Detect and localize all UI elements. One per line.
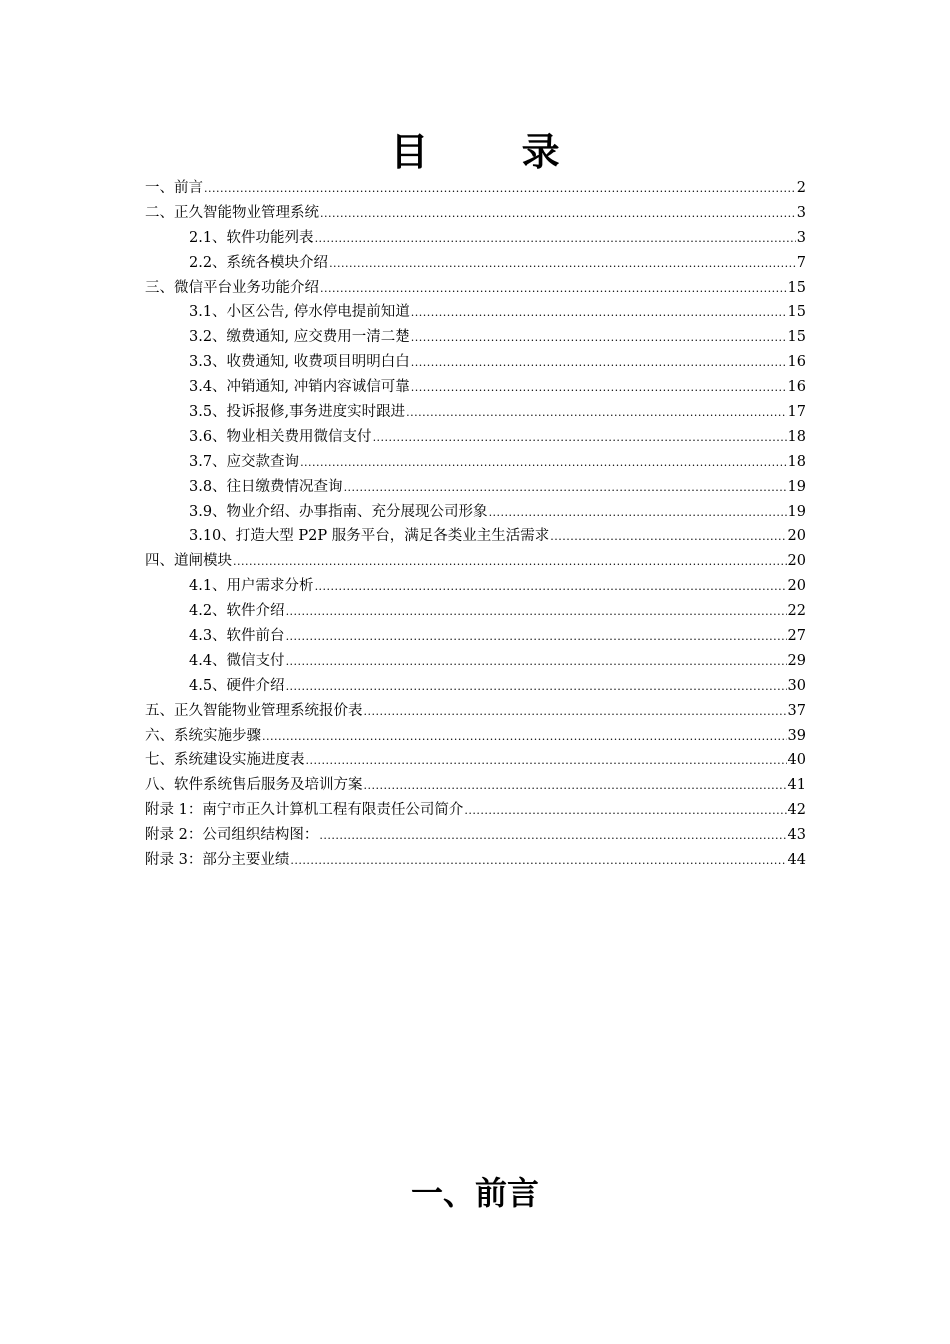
toc-entry[interactable] [145, 724, 806, 749]
toc-entry[interactable] [145, 500, 806, 525]
toc-dot-leader [344, 476, 787, 500]
toc-entry-text: 八、软件系统售后服务及培训方案 [145, 777, 363, 794]
toc-entry-text: 4.3、软件前台 [189, 628, 285, 645]
toc-entry-text: 五、正久智能物业管理系统报价表 [145, 702, 363, 719]
toc-dot-leader [320, 202, 796, 226]
toc-page-number: 29 [787, 652, 806, 669]
toc-dot-leader [306, 749, 787, 773]
toc-page-number: 43 [787, 827, 806, 844]
toc-entry-text: 七、系统建设实施进度表 [145, 752, 305, 769]
toc-page-number: 15 [787, 279, 806, 296]
toc-dot-leader [464, 799, 786, 823]
toc-dot-leader [364, 774, 787, 798]
toc-entry-text: 3.7、应交款查询 [189, 453, 300, 470]
toc-page-number: 7 [796, 254, 806, 271]
toc-entry-text: 3.3、收费通知, 收费项目明明白白 [189, 354, 410, 371]
toc-page-number: 41 [787, 777, 806, 794]
toc-entry-text: 3.2、缴费通知, 应交费用一清二楚 [189, 329, 410, 346]
toc-dot-leader [319, 824, 786, 848]
toc-dot-leader [290, 849, 786, 873]
toc-page-number: 19 [787, 503, 806, 520]
toc-entry-text: 3.1、小区公告, 停水停电提前知道 [189, 304, 410, 321]
toc-page-number: 42 [787, 802, 806, 819]
toc-page-number: 20 [787, 578, 806, 595]
section-heading: 一、前言 [410, 1174, 539, 1212]
toc-entry-text: 4.5、硬件介绍 [189, 677, 285, 694]
toc-dot-leader [406, 401, 786, 425]
toc-dot-leader [411, 326, 787, 350]
toc-page-number: 18 [787, 453, 806, 470]
toc-entry[interactable] [145, 524, 806, 549]
toc-dot-leader [320, 277, 787, 301]
toc-entry[interactable] [145, 325, 806, 350]
toc-entry-text: 3.4、冲销通知, 冲销内容诚信可靠 [189, 379, 410, 396]
toc-entry-text: 3.5、投诉报修,事务进度实时跟进 [189, 404, 406, 421]
toc-page-number: 20 [787, 528, 806, 545]
toc-entry[interactable] [145, 649, 806, 674]
toc-entry-text: 4.4、微信支付 [189, 652, 285, 669]
toc-dot-leader [550, 525, 786, 549]
toc-page-number: 18 [787, 428, 806, 445]
toc-dot-leader [411, 376, 787, 400]
toc-entry-text: 2.1、软件功能列表 [189, 229, 314, 246]
toc-entry-text: 3.6、物业相关费用微信支付 [189, 428, 372, 445]
toc-entry[interactable] [145, 251, 806, 276]
toc-entry[interactable] [145, 400, 806, 425]
toc-dot-leader [233, 550, 787, 574]
toc-page-number: 20 [787, 553, 806, 570]
toc-entry[interactable] [145, 674, 806, 699]
toc-dot-leader [286, 675, 787, 699]
toc-page-number: 16 [787, 354, 806, 371]
toc-entry-text: 四、道闸模块 [145, 553, 232, 570]
toc-entry[interactable] [145, 549, 806, 574]
toc-entry[interactable] [145, 699, 806, 724]
toc-dot-leader [489, 501, 787, 525]
toc-page-number: 17 [787, 404, 806, 421]
toc-entry-text: 3.9、物业介绍、办事指南、充分展现公司形象 [189, 503, 488, 520]
toc-entry[interactable] [145, 748, 806, 773]
toc-dot-leader [262, 725, 787, 749]
toc-entry[interactable] [145, 300, 806, 325]
toc-entry-text: 二、正久智能物业管理系统 [145, 204, 319, 221]
toc-entry[interactable] [145, 848, 806, 873]
toc-entry[interactable] [145, 176, 806, 201]
toc-entry[interactable] [145, 226, 806, 251]
toc-page-number: 30 [787, 677, 806, 694]
toc-page-number: 15 [787, 304, 806, 321]
toc-entry-text: 附录 3：部分主要业绩 [145, 852, 290, 869]
toc-dot-leader [300, 451, 786, 475]
toc-page-number: 16 [787, 379, 806, 396]
toc-page-number: 19 [787, 478, 806, 495]
table-of-contents [145, 176, 806, 873]
toc-entry[interactable] [145, 798, 806, 823]
toc-page-number: 27 [787, 628, 806, 645]
toc-entry[interactable] [145, 350, 806, 375]
toc-entry-text: 三、微信平台业务功能介绍 [145, 279, 319, 296]
toc-entry[interactable] [145, 773, 806, 798]
toc-entry[interactable] [145, 574, 806, 599]
toc-entry-text: 附录 1：南宁市正久计算机工程有限责任公司简介 [145, 802, 464, 819]
toc-dot-leader [411, 301, 787, 325]
toc-entry-text: 附录 2：公司组织结构图： [145, 827, 319, 844]
toc-dot-leader [286, 650, 787, 674]
toc-dot-leader [315, 227, 796, 251]
toc-entry[interactable] [145, 823, 806, 848]
toc-dot-leader [329, 252, 796, 276]
toc-dot-leader [315, 575, 787, 599]
toc-page-number: 3 [796, 204, 806, 221]
toc-page-number: 22 [787, 603, 806, 620]
toc-entry[interactable] [145, 425, 806, 450]
toc-page-number: 15 [787, 329, 806, 346]
toc-entry-text: 2.2、系统各模块介绍 [189, 254, 329, 271]
toc-entry[interactable] [145, 201, 806, 226]
toc-entry[interactable] [145, 375, 806, 400]
toc-entry-text: 4.2、软件介绍 [189, 603, 285, 620]
toc-entry-text: 4.1、用户需求分析 [189, 578, 314, 595]
toc-dot-leader [411, 351, 787, 375]
toc-entry[interactable] [145, 624, 806, 649]
toc-page-number: 44 [787, 852, 806, 869]
toc-entry[interactable] [145, 475, 806, 500]
toc-dot-leader [364, 700, 787, 724]
toc-entry[interactable] [145, 450, 806, 475]
toc-page-number: 40 [787, 752, 806, 769]
toc-page-number: 2 [796, 180, 806, 196]
toc-dot-leader [373, 426, 787, 450]
toc-entry-text: 3.10、打造大型 P2P 服务平台，满足各类业主生活需求 [189, 528, 550, 545]
toc-entry-text: 一、前言 [145, 180, 203, 196]
toc-entry[interactable] [145, 599, 806, 624]
toc-entry[interactable] [145, 276, 806, 301]
toc-dot-leader [286, 600, 787, 624]
toc-page-number: 3 [796, 229, 806, 246]
toc-page-number: 39 [787, 727, 806, 744]
toc-title: 目 录 [390, 130, 600, 174]
toc-entry-text: 3.8、往日缴费情况查询 [189, 478, 343, 495]
toc-dot-leader [286, 625, 787, 649]
toc-page-number: 37 [787, 702, 806, 719]
toc-dot-leader [204, 177, 796, 201]
toc-entry-text: 六、系统实施步骤 [145, 727, 261, 744]
